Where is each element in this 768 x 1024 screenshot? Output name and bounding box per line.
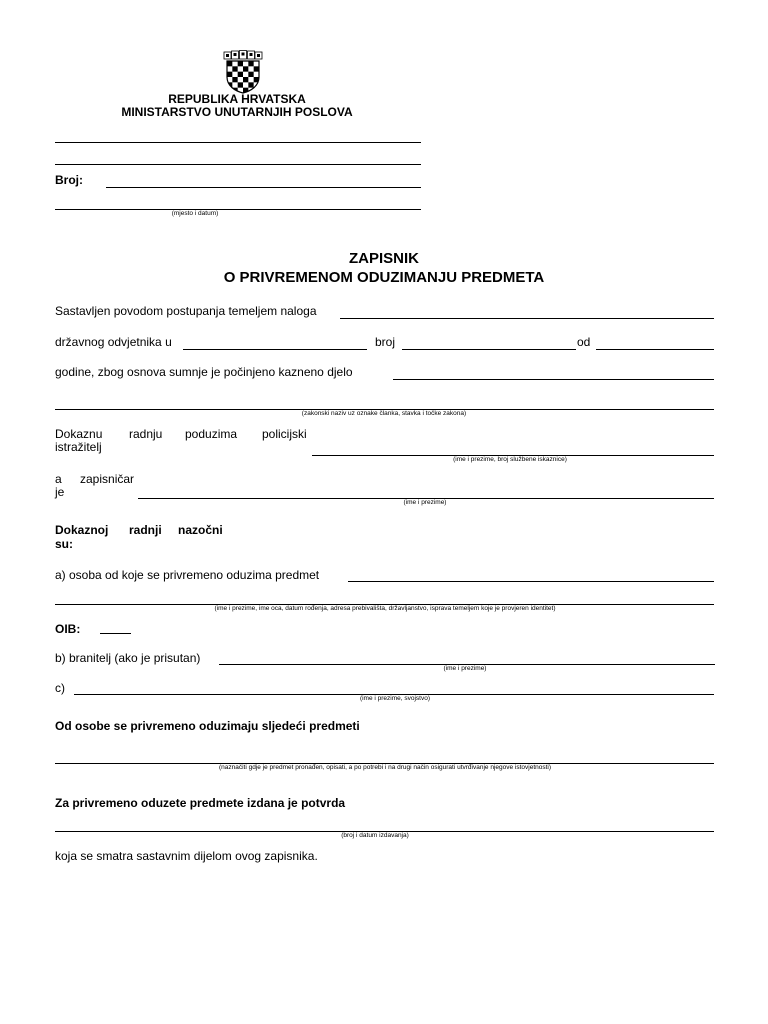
dokaznoj-word: Dokaznoj bbox=[55, 523, 109, 537]
nalog-number-field[interactable] bbox=[402, 349, 576, 350]
oib-label: OIB: bbox=[55, 622, 81, 636]
su-text: su: bbox=[55, 537, 73, 551]
osoba-caption: (ime i prezime, ime oca, datum rođenja, adresa prebivališta, državljanstvo, isprava temeljem koje je provjeren identitet) bbox=[214, 605, 556, 612]
policijski-word: policijski bbox=[262, 427, 307, 441]
branitelj-caption: (ime i prezime) bbox=[443, 665, 487, 672]
drzavnog-odvjetnika-text: državnog odvjetnika u bbox=[55, 335, 172, 349]
koja-se-text: koja se smatra sastavnim dijelom ovog zapisnika. bbox=[55, 849, 318, 863]
kazneno-djelo-field[interactable] bbox=[393, 379, 714, 380]
c-label: c) bbox=[55, 681, 65, 695]
zapisnicar-caption: (ime i prezime) bbox=[403, 499, 447, 506]
predmeti-caption: (naznačiti gdje je predmet pronađen, opisati, a po potrebi i na drugi način osigurati utvrđivanje njegove istovjetnosti) bbox=[218, 764, 552, 771]
broj-label: Broj: bbox=[55, 173, 83, 187]
oib-field[interactable] bbox=[100, 633, 131, 634]
header-blank-line-1[interactable] bbox=[55, 142, 421, 143]
header-blank-line-2[interactable] bbox=[55, 164, 421, 165]
nalog-date-field[interactable] bbox=[596, 349, 714, 350]
broj-text: broj bbox=[375, 335, 396, 349]
godine-text: godine, zbog osnova sumnje je počinjeno kazneno djelo bbox=[55, 365, 353, 379]
odvjetnik-city-field[interactable] bbox=[183, 349, 367, 350]
a-word: a bbox=[55, 472, 62, 486]
branitelj-label: b) branitelj (ako je prisutan) bbox=[55, 651, 201, 665]
zapisnicar-word: zapisničar bbox=[80, 472, 135, 486]
nalog-field[interactable] bbox=[340, 318, 714, 319]
c-caption: (ime i prezime, svojstvo) bbox=[359, 695, 431, 702]
od-text: od bbox=[577, 335, 591, 349]
je-text: je bbox=[55, 485, 65, 499]
potvrda-heading: Za privremeno oduzete predmete izdana je potvrda bbox=[55, 796, 346, 810]
osoba-label: a) osoba od koje se privremeno oduzima predmet bbox=[55, 568, 320, 582]
poduzima-word: poduzima bbox=[185, 427, 238, 441]
zakonski-naziv-caption: (zakonski naziv uz oznake članka, stavka i točke zakona) bbox=[301, 410, 467, 417]
header-republic: REPUBLIKA HRVATSKA bbox=[168, 92, 306, 106]
radnju-word: radnju bbox=[129, 427, 163, 441]
broj-field[interactable] bbox=[106, 187, 421, 188]
predmeti-heading: Od osobe se privremeno oduzimaju sljedeći predmeti bbox=[55, 719, 360, 733]
osoba-field[interactable] bbox=[348, 581, 714, 582]
istrazitelj-caption: (ime i prezime, broj službene iskaznice) bbox=[453, 456, 567, 463]
document-subtitle: O PRIVREMENOM ODUZIMANJU PREDMETA bbox=[223, 269, 545, 286]
sastavljen-text: Sastavljen povodom postupanja temeljem naloga bbox=[55, 304, 317, 318]
croatian-coat-of-arms-icon bbox=[221, 50, 265, 94]
place-date-caption: (mjesto i datum) bbox=[171, 210, 219, 217]
header-ministry: MINISTARSTVO UNUTARNJIH POSLOVA bbox=[121, 105, 353, 119]
potvrda-caption: (broj i datum izdavanja) bbox=[341, 832, 409, 839]
nazocni-word: nazočni bbox=[178, 523, 223, 537]
istrazitelj-text: istražitelj bbox=[55, 440, 102, 454]
radnji-word: radnji bbox=[129, 523, 162, 537]
dokaznu-word: Dokaznu bbox=[55, 427, 103, 441]
document-title: ZAPISNIK bbox=[348, 250, 419, 267]
